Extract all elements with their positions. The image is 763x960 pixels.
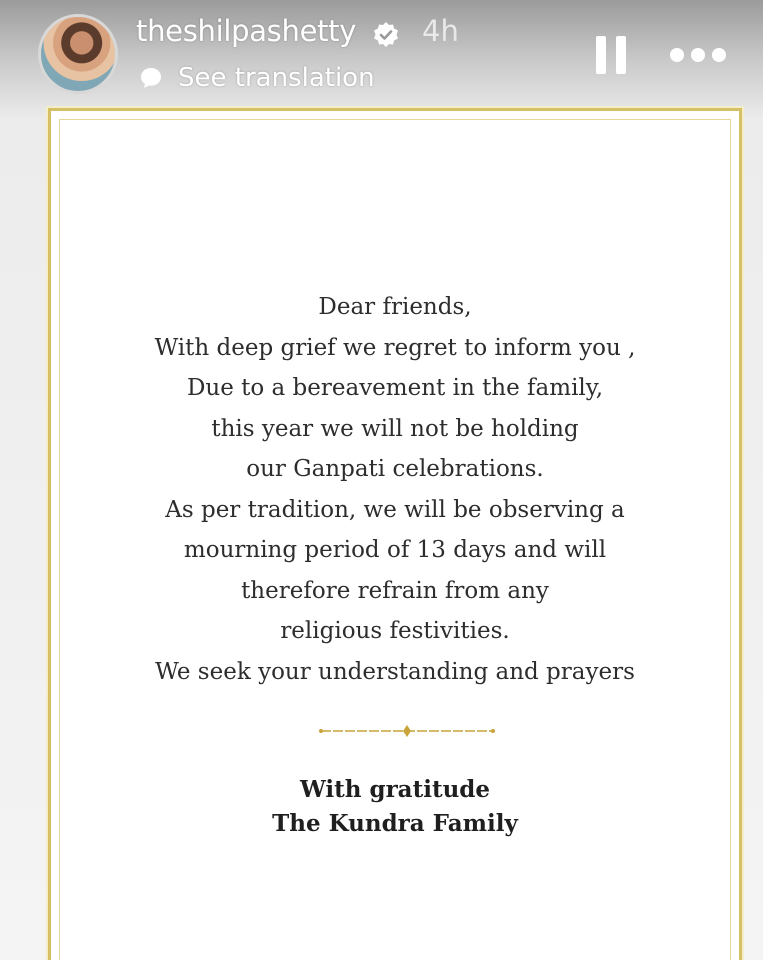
letter-line: We seek your understanding and prayers	[155, 658, 635, 685]
letter-signoff	[51, 773, 739, 841]
more-options-dot	[712, 48, 726, 62]
letter-line: With deep grief we regret to inform you ,	[154, 334, 636, 361]
see-translation-button[interactable]	[138, 60, 375, 96]
username-link[interactable]: theshilpashetty	[136, 14, 357, 48]
letter-line: our Ganpati celebrations.	[246, 456, 544, 482]
ornamental-divider	[319, 723, 495, 739]
story-header	[0, 0, 763, 105]
translate-icon	[138, 65, 164, 91]
letter-line: Due to a bereavement in the family,	[186, 375, 604, 401]
letter-line: this year we will not be holding	[211, 415, 579, 442]
letter-greeting: Dear friends,	[318, 294, 472, 320]
story-timestamp: 4h	[422, 14, 459, 48]
signoff-family-name: The Kundra Family	[272, 810, 518, 837]
letter-line: As per tradition, we will be observing a	[165, 496, 625, 523]
more-options-icon	[670, 48, 684, 62]
pause-icon-bar	[616, 36, 626, 74]
more-options-dot	[691, 48, 705, 62]
pause-icon	[596, 36, 606, 74]
avatar[interactable]	[38, 14, 118, 94]
letter-line: therefore refrain from any	[241, 577, 549, 604]
letter-line: religious festivities.	[280, 618, 510, 644]
verified-badge-icon	[372, 21, 400, 49]
announcement-card	[48, 108, 742, 960]
letter-line: mourning period of 13 days and will	[183, 537, 607, 563]
pause-button[interactable]	[596, 36, 626, 74]
see-translation-label: See translation	[178, 63, 375, 93]
letter-body	[51, 287, 739, 692]
signoff-gratitude: With gratitude	[299, 776, 491, 803]
more-options-button[interactable]	[670, 46, 726, 64]
